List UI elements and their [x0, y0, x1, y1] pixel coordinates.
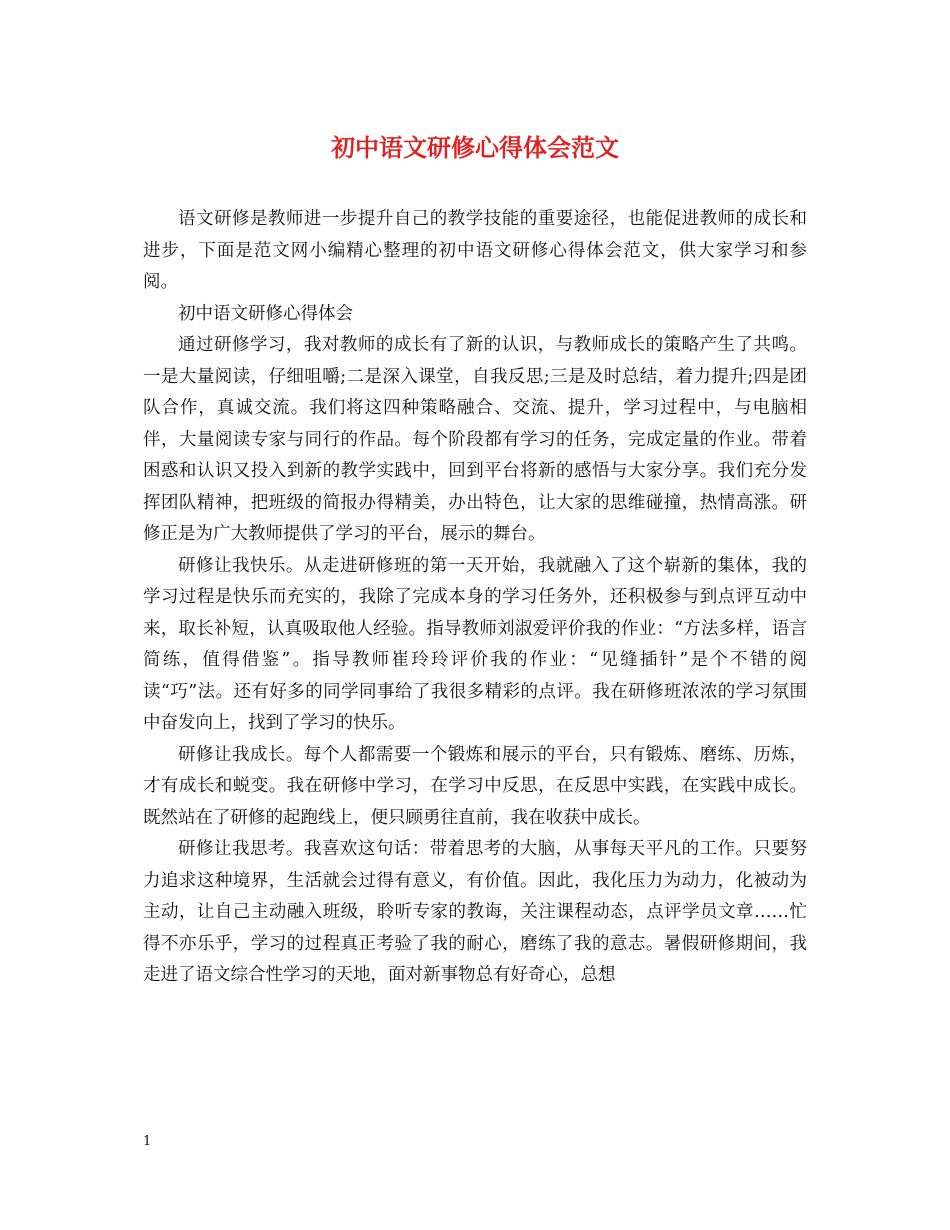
- body-paragraph: 研修让我成长。每个人都需要一个锻炼和展示的平台，只有锻炼、磨练、历炼，才有成长和蜕变。我在研修中学习，在学习中反思，在反思中实践，在实践中成长。既然站在了研修的起跑线上，便只顾勇往直前，我在收获中成长。: [143, 744, 807, 828]
- body-paragraph: 通过研修学习，我对教师的成长有了新的认识，与教师成长的策略产生了共鸣。一是大量阅读，仔细咀嚼;二是深入课堂，自我反思;三是及时总结，着力提升;四是团队合作，真诚交流。我们将这四种策略融合、交流、提升，学习过程中，与电脑相伴，大量阅读专家与同行的作品。每个阶段都有学习的任务，完成定量的作业。带着困惑和认识又投入到新的教学实践中，回到平台将新的感悟与大家分享。我们充分发挥团队精神，把班级的简报办得精美，办出特色，让大家的思维碰撞，热情高涨。研修正是为广大教师提供了学习的平台，展示的舞台。: [143, 335, 807, 544]
- page-number: 1: [143, 1134, 152, 1149]
- body-paragraph: 研修让我思考。我喜欢这句话：带着思考的大脑，从事每天平凡的工作。只要努力追求这种境界，生活就会过得有意义，有价值。因此，我化压力为动力，化被动为主动，让自己主动融入班级，聆听专家的教诲，关注课程动态，点评学员文章……忙得不亦乐乎，学习的过程真正考验了我的耐心，磨练了我的意志。暑假研修期间，我走进了语文综合性学习的天地，面对新事物总有好奇心，总想: [143, 839, 807, 985]
- document-title: 初中语文研修心得体会范文: [331, 133, 619, 162]
- intro-paragraph: 语文研修是教师进一步提升自己的教学技能的重要途径，也能促进教师的成长和进步，下面是范文网小编精心整理的初中语文研修心得体会范文，供大家学习和参阅。: [143, 209, 807, 292]
- body-paragraph: 研修让我快乐。从走进研修班的第一天开始，我就融入了这个崭新的集体，我的学习过程是快乐而充实的，我除了完成本身的学习任务外，还积极参与到点评互动中来，取长补短，认真吸取他人经验。指导教师刘淑爱评价我的作业：“方法多样，语言简练，值得借鉴”。指导教师崔玲玲评价我的作业：“见缝插针”是个不错的阅读“巧”法。还有好多的同学同事给了我很多精彩的点评。我在研修班浓浓的学习氛围中奋发向上，找到了学习的快乐。: [143, 555, 807, 733]
- section-heading: 初中语文研修心得体会: [178, 303, 353, 324]
- document-body: [143, 204, 807, 992]
